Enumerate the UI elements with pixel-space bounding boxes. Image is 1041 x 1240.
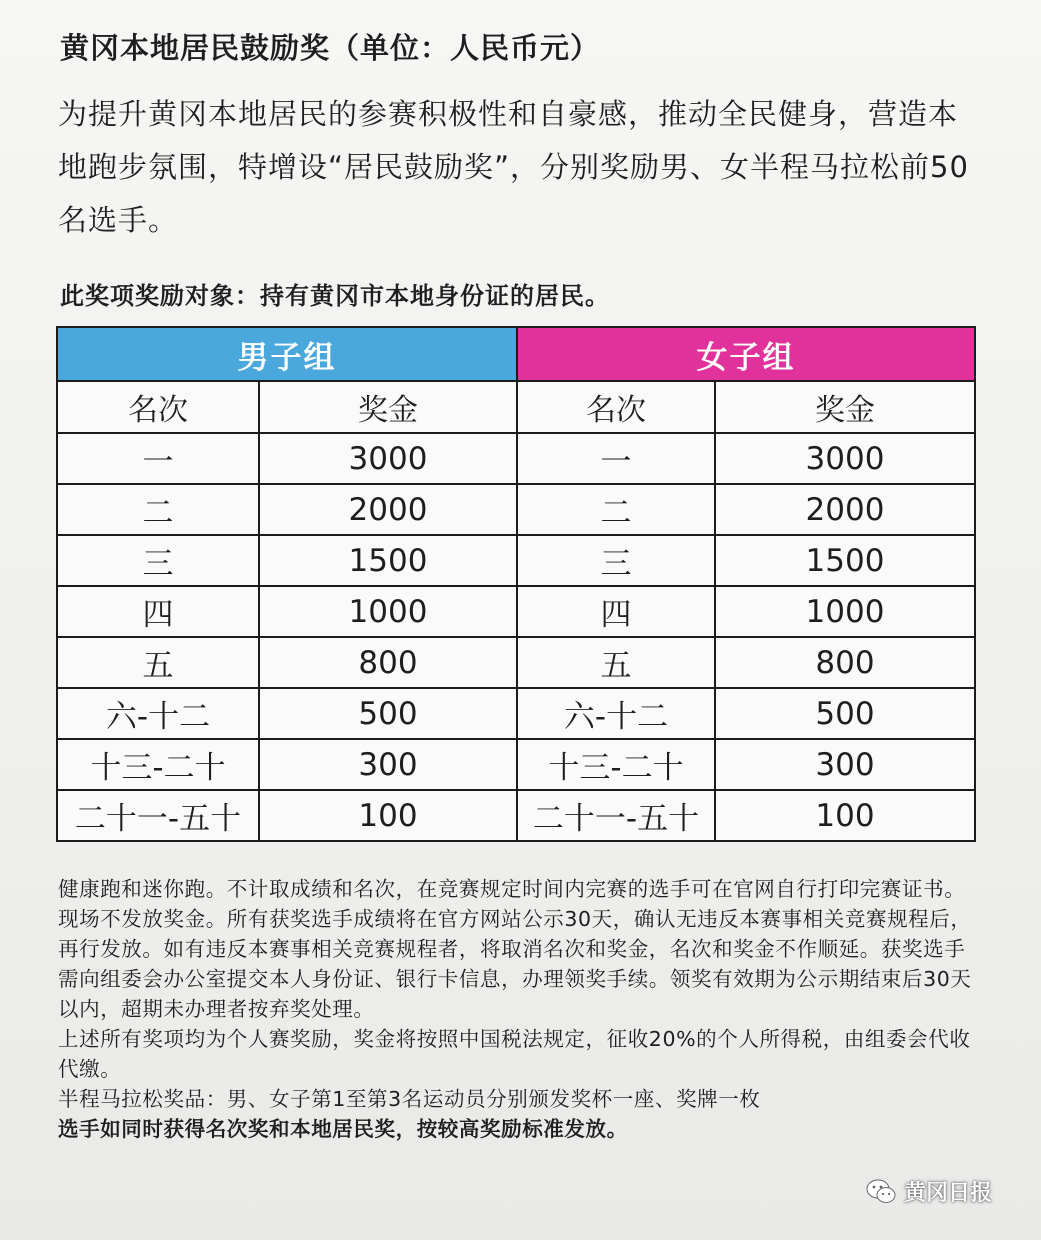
page-title: 黄冈本地居民鼓励奖（单位：人民币元） <box>60 31 601 65</box>
female-prize-header: 奖金 <box>715 381 975 433</box>
female-rank-cell: 二 <box>517 484 715 535</box>
female-rank-cell: 一 <box>517 433 715 484</box>
female-group-header: 女子组 <box>517 327 975 381</box>
male-prize-cell: 3000 <box>259 433 517 484</box>
table-row <box>57 535 975 586</box>
intro-paragraph: 为提升黄冈本地居民的参赛积极性和自豪感，推动全民健身，营造本地跑步氛围，特增设“居民鼓励奖”，分别奖励男、女半程马拉松前50名选手。 <box>58 97 969 237</box>
note-paragraph: 上述所有奖项均为个人赛奖励，奖金将按照中国税法规定，征收20%的个人所得税，由组委会代收代缴。 <box>58 1027 971 1081</box>
prize-table <box>56 326 976 842</box>
female-prize-cell: 3000 <box>715 433 975 484</box>
table-row <box>57 790 975 841</box>
male-prize-cell: 100 <box>259 790 517 841</box>
watermark-text: 黄冈日报 <box>904 1181 993 1206</box>
table-row <box>57 484 975 535</box>
table-row <box>57 433 975 484</box>
female-prize-cell: 100 <box>715 790 975 841</box>
male-rank-cell: 六-十二 <box>57 688 259 739</box>
female-prize-cell: 500 <box>715 688 975 739</box>
female-prize-cell: 1000 <box>715 586 975 637</box>
note-paragraph: 健康跑和迷你跑。不计取成绩和名次，在竞赛规定时间内完赛的选手可在官网自行打印完赛证书。 <box>58 877 966 901</box>
male-prize-cell: 1000 <box>259 586 517 637</box>
female-prize-cell: 2000 <box>715 484 975 535</box>
wechat-icon <box>866 1179 896 1205</box>
male-prize-cell: 300 <box>259 739 517 790</box>
female-prize-cell: 1500 <box>715 535 975 586</box>
female-rank-cell: 二十一-五十 <box>517 790 715 841</box>
male-rank-cell: 三 <box>57 535 259 586</box>
female-rank-cell: 六-十二 <box>517 688 715 739</box>
group-header-row <box>57 327 975 381</box>
female-rank-header: 名次 <box>517 381 715 433</box>
male-prize-cell: 500 <box>259 688 517 739</box>
table-row <box>57 739 975 790</box>
female-prize-cell: 800 <box>715 637 975 688</box>
watermark <box>866 1176 992 1207</box>
female-rank-cell: 四 <box>517 586 715 637</box>
note-paragraph: 半程马拉松奖品：男、女子第1至第3名运动员分别颁发奖杯一座、奖牌一枚 <box>58 1087 761 1111</box>
male-prize-header: 奖金 <box>259 381 517 433</box>
note-paragraph: 现场不发放奖金。所有获奖选手成绩将在官方网站公示30天，确认无违反本赛事相关竞赛规程后，再行发放。如有违反本赛事相关竞赛规程者，将取消名次和奖金，名次和奖金不作顺延。获奖选手需向组委会办公室提交本人身份证、银行卡信息，办理领奖手续。领奖有效期为公示期结束后30天以内，超期未办理者按弃奖处理。 <box>58 907 972 1021</box>
male-prize-cell: 2000 <box>259 484 517 535</box>
note-paragraph: 选手如同时获得名次奖和本地居民奖，按较高奖励标准发放。 <box>58 1117 628 1141</box>
male-rank-header: 名次 <box>57 381 259 433</box>
male-rank-cell: 十三-二十 <box>57 739 259 790</box>
notes-section <box>58 874 983 1144</box>
male-rank-cell: 一 <box>57 433 259 484</box>
male-rank-cell: 二十一-五十 <box>57 790 259 841</box>
table-row <box>57 586 975 637</box>
table-row <box>57 688 975 739</box>
column-header-row <box>57 381 975 433</box>
award-subject: 此奖项奖励对象：持有黄冈市本地身份证的居民。 <box>60 282 610 310</box>
female-rank-cell: 三 <box>517 535 715 586</box>
table-row <box>57 637 975 688</box>
male-rank-cell: 二 <box>57 484 259 535</box>
male-rank-cell: 四 <box>57 586 259 637</box>
female-prize-cell: 300 <box>715 739 975 790</box>
female-rank-cell: 十三-二十 <box>517 739 715 790</box>
male-prize-cell: 800 <box>259 637 517 688</box>
male-rank-cell: 五 <box>57 637 259 688</box>
male-group-header: 男子组 <box>57 327 517 381</box>
male-prize-cell: 1500 <box>259 535 517 586</box>
female-rank-cell: 五 <box>517 637 715 688</box>
